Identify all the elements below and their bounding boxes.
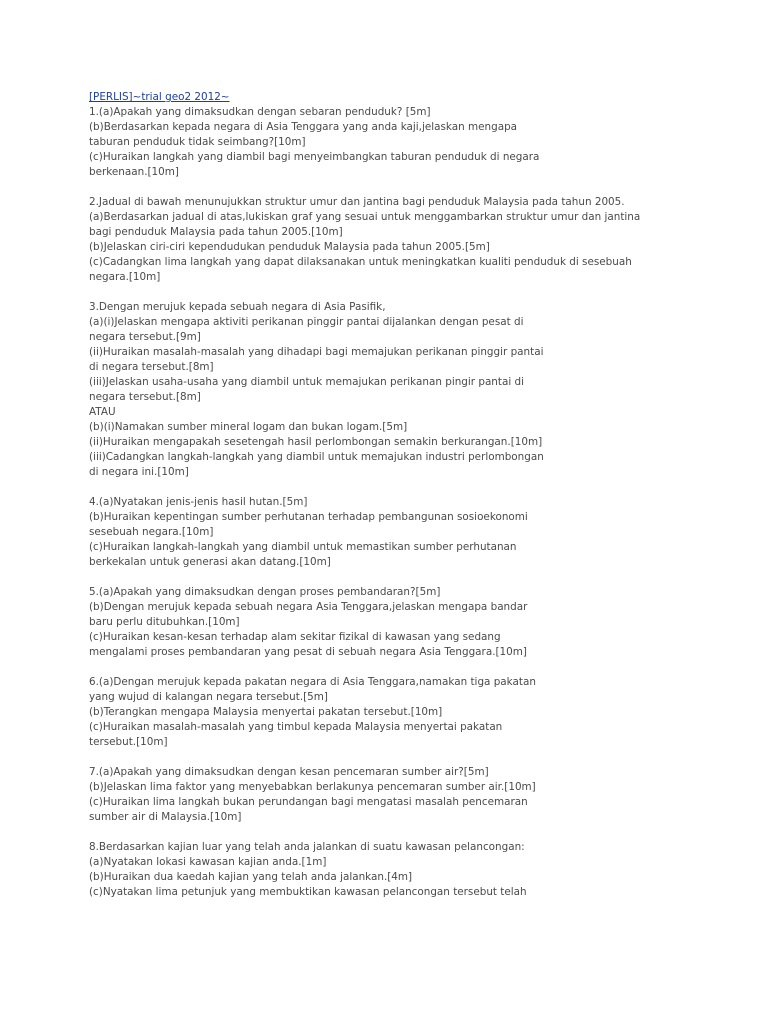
- document-title[interactable]: [PERLIS]~trial geo2 2012~: [89, 91, 230, 103]
- question-line: baru perlu ditubuhkan.[10m]: [89, 616, 240, 628]
- question-line: sesebuah negara.[10m]: [89, 526, 214, 538]
- question-line: (c)Huraikan langkah yang diambil bagi menyeimbangkan taburan penduduk di negara: [89, 151, 540, 163]
- question-line: (b)Dengan merujuk kepada sebuah negara Asia Tenggara,jelaskan mengapa bandar: [89, 601, 528, 613]
- question-8: [89, 840, 689, 900]
- question-line: berkekalan untuk generasi akan datang.[10m]: [89, 556, 331, 568]
- question-line: 6.(a)Dengan merujuk kepada pakatan negara di Asia Tenggara,namakan tiga pakatan: [89, 676, 536, 688]
- document-body: [89, 90, 689, 900]
- question-line: mengalami proses pembandaran yang pesat di sebuah negara Asia Tenggara.[10m]: [89, 646, 527, 658]
- question-line: (c)Cadangkan lima langkah yang dapat dilaksanakan untuk meningkatkan kualiti penduduk di sesebuah: [89, 256, 632, 268]
- question-list: [89, 105, 689, 900]
- question-line: (b)Terangkan mengapa Malaysia menyertai pakatan tersebut.[10m]: [89, 706, 443, 718]
- question-line: yang wujud di kalangan negara tersebut.[5m]: [89, 691, 328, 703]
- question-line: (c)Nyatakan lima petunjuk yang membuktikan kawasan pelancongan tersebut telah: [89, 886, 527, 898]
- question-line: berkenaan.[10m]: [89, 166, 179, 178]
- question-line: negara.[10m]: [89, 271, 161, 283]
- question-line: negara tersebut.[8m]: [89, 391, 201, 403]
- question-line: 3.Dengan merujuk kepada sebuah negara di Asia Pasifik,: [89, 301, 386, 313]
- question-7: [89, 765, 689, 825]
- question-line: (c)Huraikan kesan-kesan terhadap alam sekitar fizikal di kawasan yang sedang: [89, 631, 501, 643]
- question-line: tersebut.[10m]: [89, 736, 168, 748]
- spacer: [89, 180, 689, 195]
- question-line: negara tersebut.[9m]: [89, 331, 201, 343]
- question-line: (b)Huraikan kepentingan sumber perhutanan terhadap pembangunan sosioekonomi: [89, 511, 528, 523]
- question-line: 8.Berdasarkan kajian luar yang telah anda jalankan di suatu kawasan pelancongan:: [89, 841, 525, 853]
- question-line: 1.(a)Apakah yang dimaksudkan dengan sebaran penduduk? [5m]: [89, 106, 431, 118]
- spacer: [89, 660, 689, 675]
- spacer: [89, 570, 689, 585]
- question-line: (a)(i)Jelaskan mengapa aktiviti perikanan pinggir pantai dijalankan dengan pesat di: [89, 316, 524, 328]
- question-line: (ii)Huraikan mengapakah sesetengah hasil perlombongan semakin berkurangan.[10m]: [89, 436, 543, 448]
- question-6: [89, 675, 689, 750]
- question-line: (ii)Huraikan masalah-masalah yang dihadapi bagi memajukan perikanan pinggir pantai: [89, 346, 544, 358]
- spacer: [89, 285, 689, 300]
- question-line: taburan penduduk tidak seimbang?[10m]: [89, 136, 306, 148]
- question-line: 2.Jadual di bawah menunujukkan struktur umur dan jantina bagi penduduk Malaysia pada tahun 2005.: [89, 196, 625, 208]
- question-line: (a)Berdasarkan jadual di atas,lukiskan graf yang sesuai untuk menggambarkan struktur umur dan jantina: [89, 211, 641, 223]
- spacer: [89, 750, 689, 765]
- question-line: di negara tersebut.[8m]: [89, 361, 214, 373]
- question-3: [89, 300, 689, 480]
- question-line: (b)Jelaskan lima faktor yang menyebabkan berlakunya pencemaran sumber air.[10m]: [89, 781, 536, 793]
- question-line: bagi penduduk Malaysia pada tahun 2005.[10m]: [89, 226, 343, 238]
- question-line: (c)Huraikan lima langkah bukan perundangan bagi mengatasi masalah pencemaran: [89, 796, 528, 808]
- question-line: (c)Huraikan masalah-masalah yang timbul kepada Malaysia menyertai pakatan: [89, 721, 503, 733]
- question-2: [89, 195, 689, 285]
- question-line: (iii)Jelaskan usaha-usaha yang diambil untuk memajukan perikanan pingir pantai di: [89, 376, 525, 388]
- question-line: 7.(a)Apakah yang dimaksudkan dengan kesan pencemaran sumber air?[5m]: [89, 766, 489, 778]
- question-line: 5.(a)Apakah yang dimaksudkan dengan proses pembandaran?[5m]: [89, 586, 441, 598]
- question-1: [89, 105, 689, 180]
- question-line: (b)Huraikan dua kaedah kajian yang telah anda jalankan.[4m]: [89, 871, 413, 883]
- question-line: (b)(i)Namakan sumber mineral logam dan bukan logam.[5m]: [89, 421, 408, 433]
- question-line: 4.(a)Nyatakan jenis-jenis hasil hutan.[5m]: [89, 496, 308, 508]
- question-line: (c)Huraikan langkah-langkah yang diambil untuk memastikan sumber perhutanan: [89, 541, 517, 553]
- question-line: (a)Nyatakan lokasi kawasan kajian anda.[1m]: [89, 856, 327, 868]
- question-line: sumber air di Malaysia.[10m]: [89, 811, 242, 823]
- question-line: ATAU: [89, 406, 116, 418]
- question-5: [89, 585, 689, 660]
- question-line: (b)Jelaskan ciri-ciri kependudukan penduduk Malaysia pada tahun 2005.[5m]: [89, 241, 490, 253]
- question-line: di negara ini.[10m]: [89, 466, 189, 478]
- question-line: (b)Berdasarkan kepada negara di Asia Tenggara yang anda kaji,jelaskan mengapa: [89, 121, 518, 133]
- spacer: [89, 825, 689, 840]
- spacer: [89, 480, 689, 495]
- question-line: (iii)Cadangkan langkah-langkah yang diambil untuk memajukan industri perlombongan: [89, 451, 544, 463]
- question-4: [89, 495, 689, 570]
